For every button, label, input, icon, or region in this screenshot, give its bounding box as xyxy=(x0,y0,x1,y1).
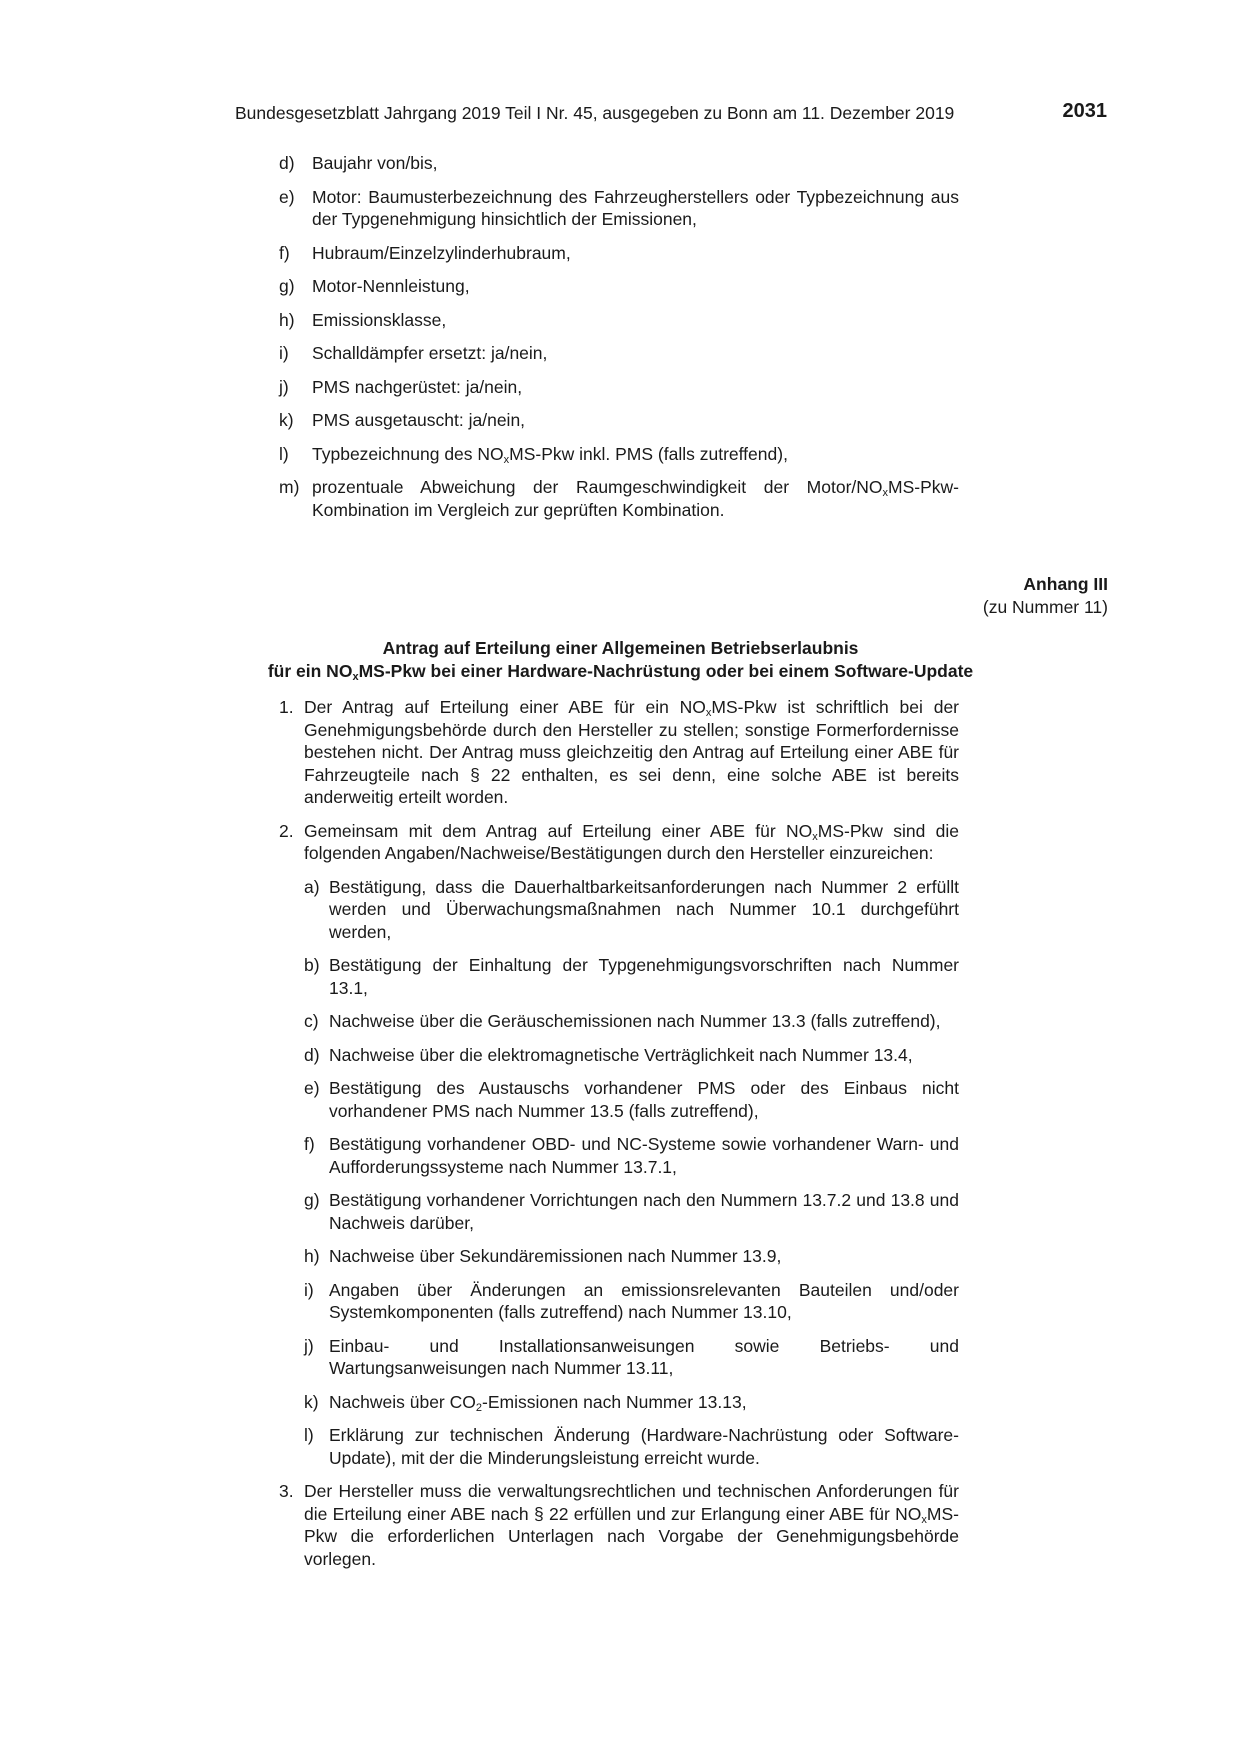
list-item: e) Motor: Baumusterbezeichnung des Fahrzeugherstellers oder Typbezeichnung aus der Typgenehmigung hinsichtlich der Emissionen, xyxy=(279,186,959,229)
annex-title: Anhang III xyxy=(1023,574,1108,594)
numbered-item: 1. Der Antrag auf Erteilung einer ABE für ein $NO_xMS$-Pkw ist schriftlich bei der Genehmigungsbehörde durch den Hersteller zu stellen; sonstige Formerfordernisse bestehen nicht. Der Antrag muss gleichzeitig den Antrag auf Erteilung einer ABE für Fahrzeugteile nach § 22 enthalten, es sei denn, eine solche ABE ist bereits anderweitig erteilt worden. xyxy=(279,697,960,807)
list-item: a) Bestätigung, dass die Dauerhaltbarkeitsanforderungen nach Nummer 2 erfüllt werden und Überwachungsmaßnahmen nach Nummer 10.1 durchgeführt werden, xyxy=(304,876,959,942)
list-item: d) Nachweise über die elektromagnetische Verträglichkeit nach Nummer 13.4, xyxy=(304,1044,913,1065)
list-item: i) Angaben über Änderungen an emissionsrelevanten Bauteilen und/oder Systemkomponenten (falls zutreffend) nach Nummer 13.10, xyxy=(304,1279,959,1322)
list-item: h) Nachweise über Sekundäremissionen nach Nummer 13.9, xyxy=(304,1246,782,1266)
list-item: h) Emissionsklasse, xyxy=(279,309,447,330)
list-item: k) Nachweis über $CO_2$-Emissionen nach Nummer 13.13, xyxy=(304,1391,747,1414)
list-item: c) Nachweise über die Geräuschemissionen nach Nummer 13.3 (falls zutreffend), xyxy=(304,1011,941,1031)
page-number: 2031 xyxy=(1062,100,1107,122)
list-item: l) Typbezeichnung des $NO_xMS$-Pkw inkl. PMS (falls zutreffend), xyxy=(279,443,788,466)
list-item: m) prozentuale Abweichung der Raumgeschwindigkeit der Motor/$NO_xMS-Pkw$-Kombination im Vergleich zur geprüften Kombination. xyxy=(279,477,959,520)
list-item: e) Bestätigung des Austauschs vorhandener PMS oder des Einbaus nicht vorhandener PMS nach Nummer 13.5 (falls zutreffend), xyxy=(304,1078,959,1121)
vehicle-data-list xyxy=(279,152,959,532)
list-item: g) Bestätigung vorhandener Vorrichtungen nach den Nummern 13.7.2 und 13.8 und Nachweis darüber, xyxy=(304,1190,959,1233)
list-item: b) Bestätigung der Einhaltung der Typgenehmigungsvorschriften nach Nummer 13.1, xyxy=(304,955,959,998)
numbered-item: 3. Der Hersteller muss die verwaltungsrechtlichen und technischen Anforderungen für die Erteilung einer ABE nach § 22 erfüllen und zur Erlangung einer ABE für $NO_xMS$-Pkw die erforderlichen Unterlagen nach Vorgabe der Genehmigungsbehörde vorlegen. xyxy=(279,1481,959,1569)
required-documents-list xyxy=(304,876,959,1470)
list-item: k) PMS ausgetauscht: ja/nein, xyxy=(279,410,526,430)
title-line-1: Antrag auf Erteilung einer Allgemeinen Betriebserlaubnis xyxy=(382,638,859,658)
document-title xyxy=(0,637,1241,683)
list-item: i) Schalldämpfer ersetzt: ja/nein, xyxy=(279,343,548,363)
header-text: Bundesgesetzblatt Jahrgang 2019 Teil I Nr. 45, ausgegeben zu Bonn am 11. Dezember 2019 xyxy=(235,103,955,123)
annex-heading xyxy=(983,573,1108,619)
list-item: j) Einbau- und Installationsanweisungen sowie Betriebs- und Wartungsanweisungen nach Nummer 13.11, xyxy=(304,1335,959,1378)
page-header xyxy=(235,100,1107,126)
list-item: l) Erklärung zur technischen Änderung (Hardware-Nachrüstung oder Software-Update), mit der die Minderungsleistung erreicht wurde. xyxy=(304,1425,959,1468)
application-requirements-list xyxy=(279,696,959,1581)
title-line-2: für ein $NO_xMS$-Pkw bei einer Hardware-Nachrüstung oder bei einem Software-Update xyxy=(267,661,974,683)
list-item: f) Hubraum/Einzelzylinderhubraum, xyxy=(279,242,571,263)
numbered-item: 2. Gemeinsam mit dem Antrag auf Erteilung einer ABE für $NO_xMS$-Pkw sind die folgenden Angaben/Nachweise/Bestätigungen durch den Hersteller einzureichen: a) Bestätigung, dass die Dauerhaltbarkeitsanforderungen nach Nummer 2 erfüllt werden und Überwachungsmaßnahmen nach Nummer 10.1 durchgeführt werden, b) Bestätigung der Einhaltung der Typgenehmigungsvorschriften nach Nummer 13.1, c) Nachweise über die Geräuschemissionen nach Nummer 13.3 (falls zutreffend), d) Nachweise über die elektromagnetische Verträglichkeit nach Nummer 13.4, e) Bestätigung des Austauschs vorhandener PMS oder des Einbaus nicht vorhandener PMS nach Nummer 13.5 (falls zutreffend), f) Bestätigung vorhandener OBD- und NC-Systeme sowie vorhandener Warn- und Aufforderungssysteme nach Nummer 13.7.1, g) Bestätigung vorhandener Vorrichtungen nach den Nummern 13.7.2 und 13.8 und Nachweis darüber, h) Nachweise über Sekundäremissionen nach Nummer 13.9, i) Angaben über Änderungen an emissionsrelevanten Bauteilen und/oder Systemkomponenten (falls zutreffend) nach Nummer 13.10, j) Einbau- und Installationsanweisungen sowie Betriebs- und Wartungsanweisungen nach Nummer 13.11, k) Nachweis über $CO_2$-Emissionen nach Nummer 13.13, l) Erklärung zur technischen Änderung (Hardware-Nachrüstung oder Software-Update), mit der die Minderungsleistung erreicht wurde. xyxy=(279,820,959,1468)
list-item: d) Baujahr von/bis, xyxy=(279,153,438,173)
annex-subtitle: (zu Nummer 11) xyxy=(982,597,1108,617)
list-item: j) PMS nachgerüstet: ja/nein, xyxy=(279,376,523,397)
list-item: g) Motor-Nennleistung, xyxy=(279,276,470,296)
list-item: f) Bestätigung vorhandener OBD- und NC-Systeme sowie vorhandener Warn- und Aufforderungssysteme nach Nummer 13.7.1, xyxy=(304,1134,959,1177)
